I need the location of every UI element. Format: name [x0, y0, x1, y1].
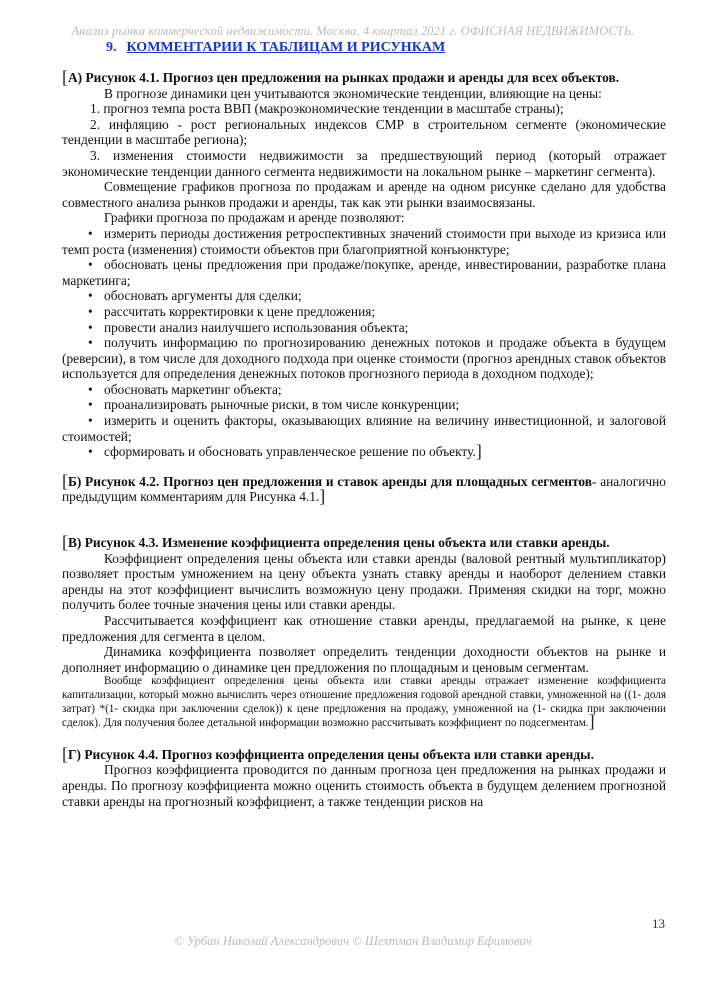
section-b-text: - аналогично предыдущим комментариям для Рисунка 4.1. [62, 473, 666, 505]
bullet-item [62, 335, 666, 382]
small-note-text: Вообще коэффициент определения цены объекта или ставки аренды отражает изменение коэффициента капитализации, который можно вычислить через отношение предложения годовой арендной ставки, умноженной на ((1- доля затрат) *(1- скидка при заключении сделок)) к цене предложения на продажу, умноженной на (1- скидка при заключении сделок). Для получения более детальной информации возможно рассчитывать коэффициент по подсегментам. [62, 675, 666, 730]
bullet-icon: • [88, 257, 93, 273]
bullet-text: обосновать цены предложения при продаже/покупке, аренде, инвестировании, разработке плана маркетинга; [62, 257, 666, 288]
bullet-item [62, 304, 666, 320]
bullet-icon: • [88, 303, 93, 319]
bullet-text: измерить периоды достижения ретроспективных значений стоимости при выходе из кризиса или темп роста (изменения) стоимости объектов при благоприятной конъюнктуре; [62, 225, 666, 257]
bullet-item [62, 257, 666, 288]
bullet-text: обосновать маркетинг объекта; [104, 381, 282, 397]
bullet-text: измерить и оценить факторы, оказывающих влияние на величину инвестиционной, и залоговой стоимостей; [62, 413, 666, 444]
section-a-intro: В прогнозе динамики цен учитываются экономические тенденции, влияющие на цены: [104, 85, 602, 101]
bullet-item [62, 288, 666, 304]
bullet-item: • сформировать и обосновать управленческое решение по объекту.] [88, 441, 482, 462]
bullet-item [62, 226, 666, 257]
small-note: Вообще коэффициент определения цены объекта или ставки аренды отражает изменение коэффициента капитализации, который можно вычислить через отношение предложения годовой арендной ставки, умноженной на ((1- доля затрат) *(1- скидка при заключении сделок)) к цене предложения на продажу, умноженной на (1- скидка при заключении сделок). Для получения более детальной информации возможно рассчитывать коэффициент по подсегментам.] [62, 675, 666, 732]
bullet-icon: • [88, 381, 93, 397]
section-d-title-text: Г) Рисунок 4.4. Прогноз коэффициента определения цены объекта или ставки аренды. [68, 746, 594, 762]
paragraph: Совмещение графиков прогноза по продажам и аренде на одном рисунке сделано для удобства совместного анализа рынков продажи и аренды, так как эти рынки взаимосвязаны. [62, 179, 666, 210]
paragraph: Рассчитывается коэффициент как отношение ставки аренды, предлагаемой на рынке, к цене предложения для сегмента в целом. [62, 613, 666, 644]
bullet-item [62, 413, 666, 444]
section-b-title: Б) Рисунок 4.2. Прогноз цен предложения и ставок аренды для площадных сегментов [68, 473, 592, 489]
list-item: 3. изменения стоимости недвижимости за предшествующий период (который отражает экономические тенденции данного сегмента недвижимости на локальном рынке – маркетинг сегмента). [62, 147, 666, 179]
bullet-text: рассчитать корректировки к цене предложения; [104, 303, 376, 319]
bullet-text: обосновать аргументы для сделки; [104, 288, 302, 304]
running-footer: © Урбан Николай Александрович © Шехтман Владимир Ефимович [174, 934, 532, 948]
bullet-icon: • [88, 413, 93, 429]
bullet-text: сформировать и обосновать управленческое решение по объекту. [104, 444, 476, 460]
bullet-icon: • [88, 319, 93, 335]
paragraph: Графики прогноза по продажам и аренде позволяют: [104, 210, 405, 226]
paragraph: Прогноз коэффициента проводится по данным прогноза цен предложения на рынках продажи и аренды. По прогнозу коэффициента можно оценить стоимость объекта в будущем делением прогнозной ставки аренды на прогнозный коэффициент, а также тенденции рисков на [62, 762, 666, 809]
section-c-title-text: В) Рисунок 4.3. Изменение коэффициента определения цены объекта или ставки аренды. [68, 535, 610, 551]
bullet-icon: • [88, 335, 93, 351]
bullet-icon: • [88, 444, 93, 460]
section-a-title: [А) Рисунок 4.1. Прогноз цен предложения на рынках продажи и аренды для всех объектов. [62, 67, 620, 87]
section-b: [Б) Рисунок 4.2. Прогноз цен предложения и ставок аренды для площадных сегментов- аналогично предыдущим комментариям для Рисунка 4.1.] [62, 470, 666, 507]
section-heading [106, 40, 445, 56]
page-number: 13 [652, 916, 665, 931]
section-c-title: [В) Рисунок 4.3. Изменение коэффициента определения цены объекта или ставки аренды. [62, 532, 610, 553]
section-title: КОММЕНТАРИИ К ТАБЛИЦАМ И РИСУНКАМ [126, 40, 446, 55]
bullet-item [62, 320, 666, 336]
section-a-title-text: А) Рисунок 4.1. Прогноз цен предложения на рынках продажи и аренды для всех объектов. [68, 70, 620, 85]
bullet-text: проанализировать рыночные риски, в том числе конкуренции; [104, 397, 460, 413]
bullet-icon: • [88, 225, 93, 241]
bullet-icon: • [88, 397, 93, 413]
document-body [62, 67, 666, 809]
list-item: 1. прогноз темпа роста ВВП (макроэкономические тенденции в масштабе страны); [90, 101, 564, 117]
paragraph: Коэффициент определения цены объекта или ставки аренды (валовой рентный мультипликатор) позволяет простым умножением на цену объекта узнать ставку аренды и наоборот делением ставки аренды на этот коэффициент вычислить возможную цену продажи. Применяя скидки на торг, можно получить более точные значения цены или ставки аренды. [62, 550, 666, 613]
section-d-title: [Г) Рисунок 4.4. Прогноз коэффициента определения цены объекта или ставки аренды. [62, 743, 594, 764]
running-header: Анализ рынка коммерческой недвижимости. Москва, 4 квартал 2021 г. ОФИСНАЯ НЕДВИЖИМОСТЬ. [71, 24, 635, 38]
bullet-text: получить информацию по прогнозированию денежных потоков и продаже объекта в будущем (реверсии), в том числе для доходного подхода при оценке стоимости (прогноз арендных ставок объектов используется для определения денежных потоков прогнозного периода в доходном подходе); [62, 335, 666, 382]
bullet-icon: • [88, 288, 93, 304]
bullet-item [62, 382, 666, 398]
bullet-item [62, 397, 666, 413]
section-number: 9. [106, 40, 117, 55]
bullet-text: провести анализ наилучшего использования объекта; [104, 319, 409, 335]
list-item: 2. инфляцию - рост региональных индексов СМР в строительном сегменте (экономические тенденции в масштабе региона); [62, 116, 666, 148]
paragraph: Динамика коэффициента позволяет определить тенденции доходности объектов на рынке и дополняет информацию о динамике цен предложения по площадным и ценовым сегментам. [62, 644, 666, 675]
